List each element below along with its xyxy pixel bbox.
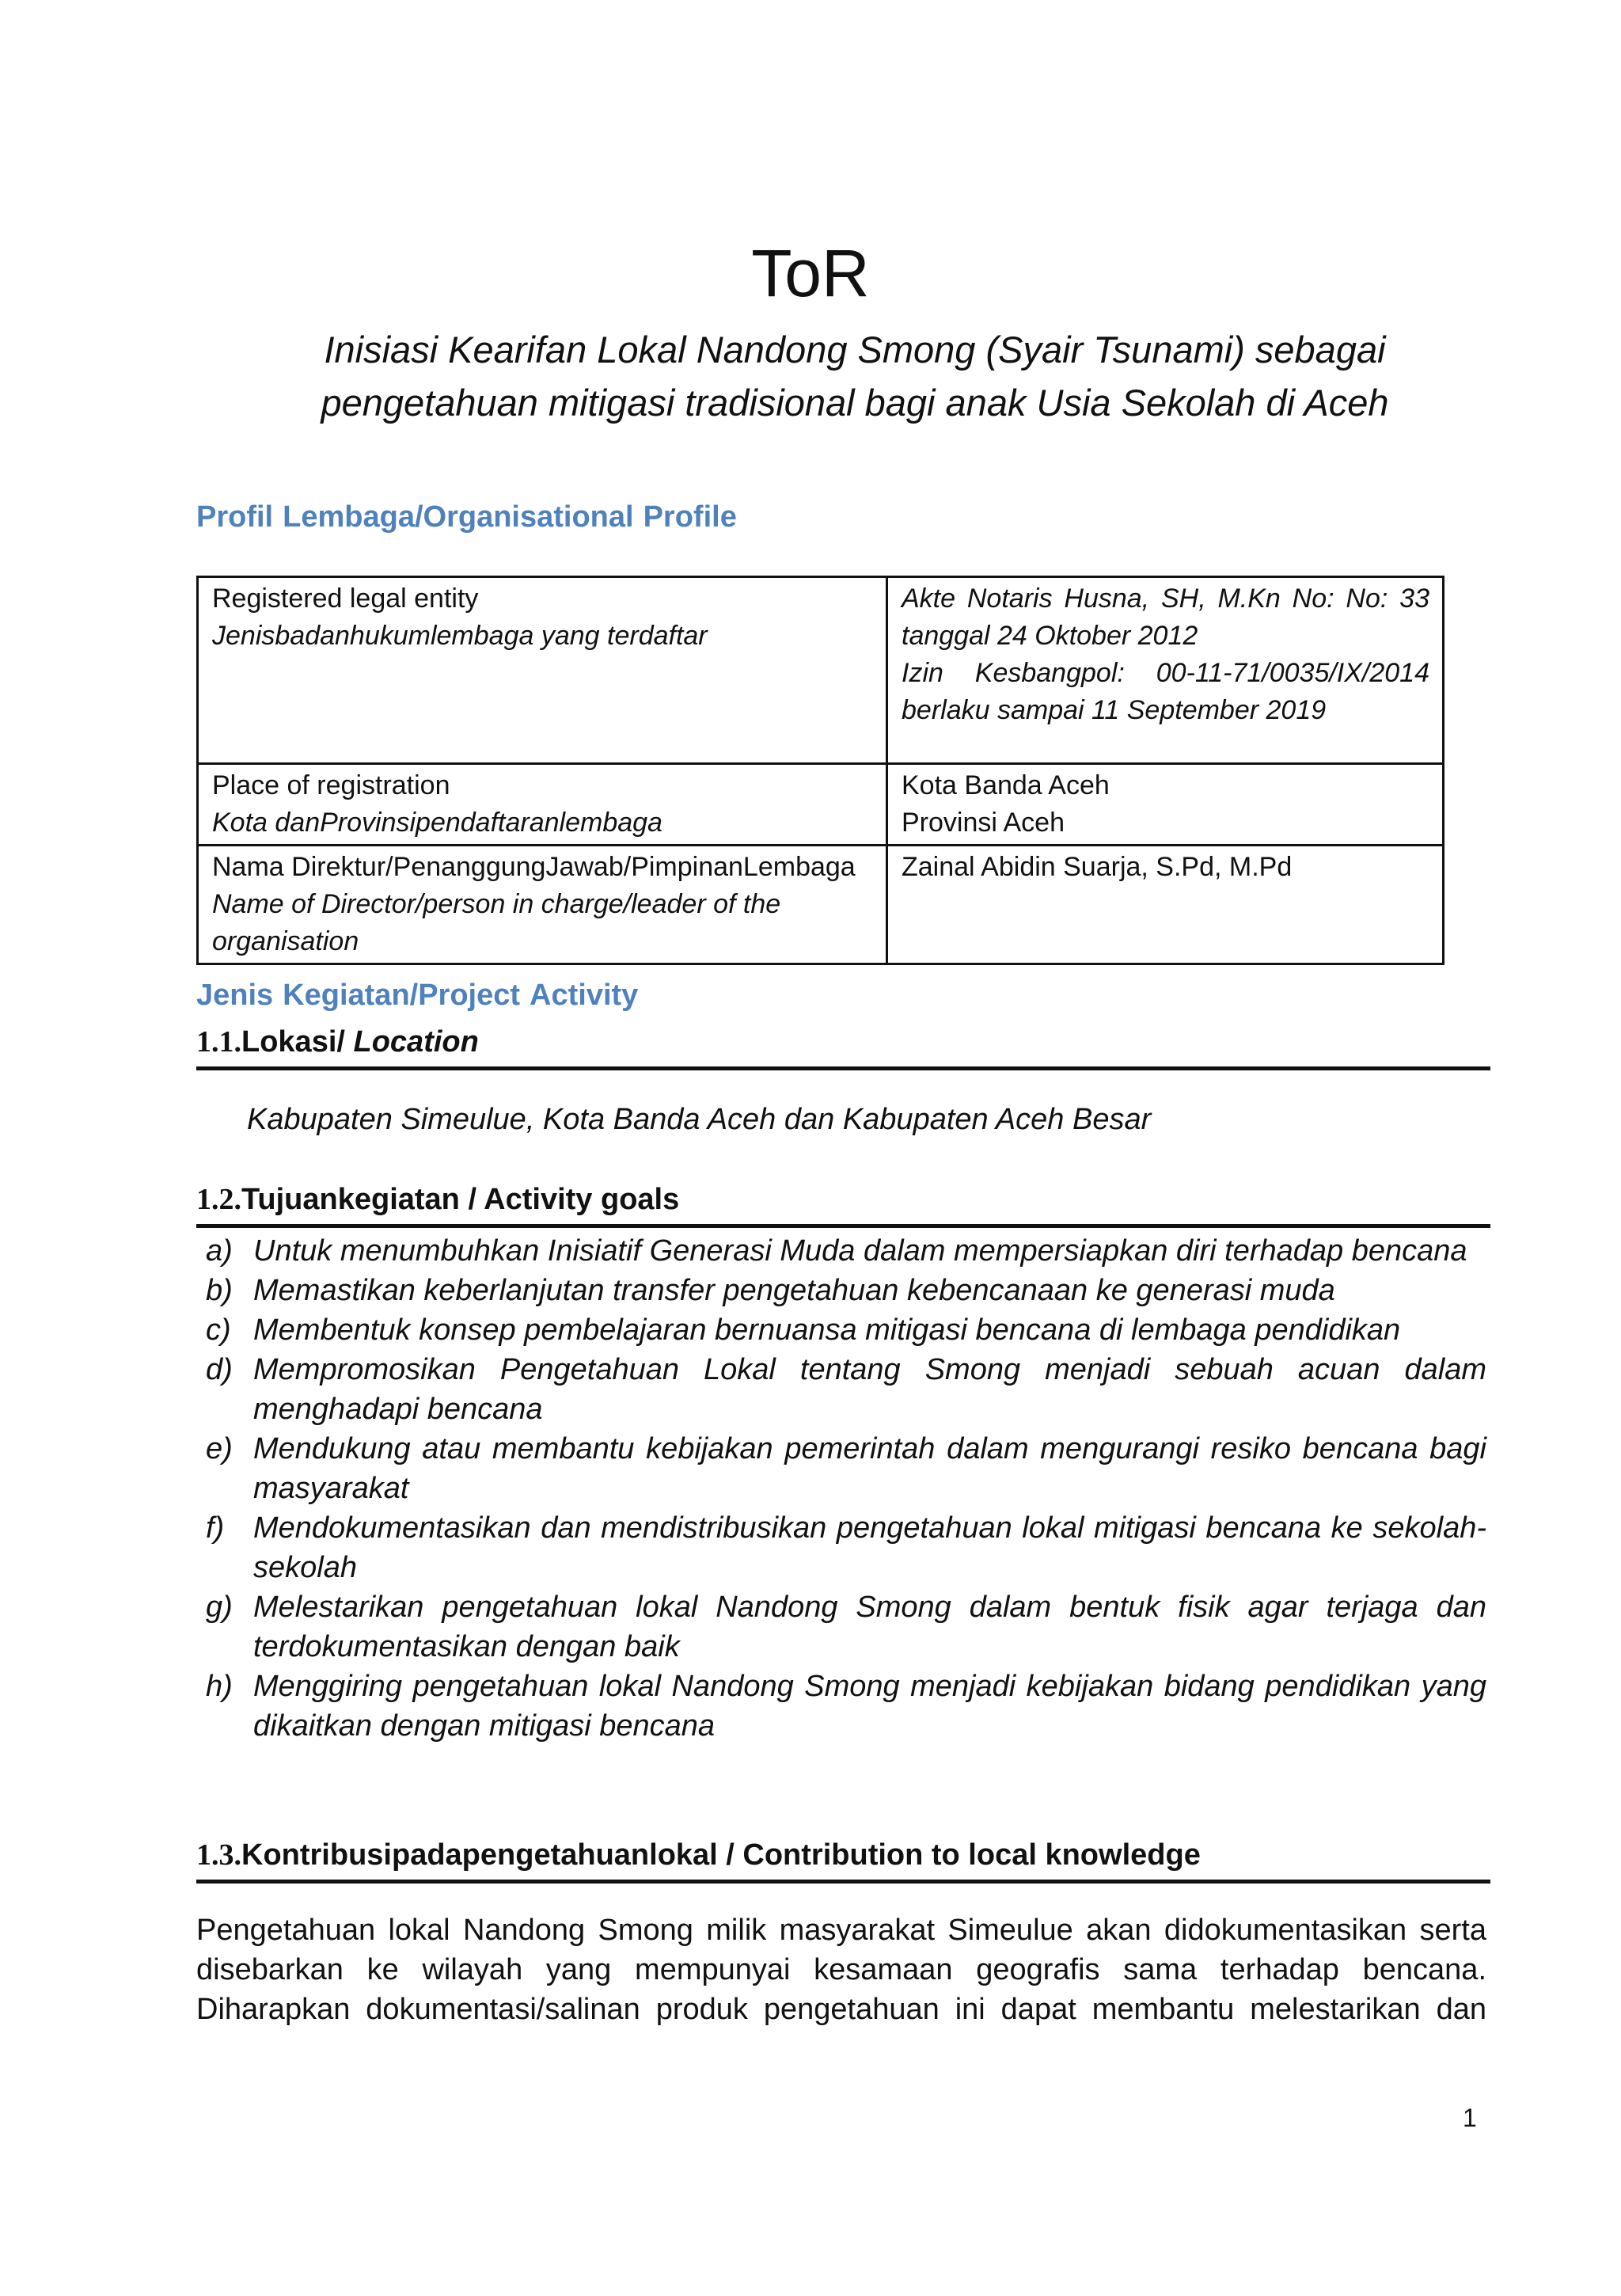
document-title: ToR <box>751 236 870 310</box>
list-item <box>196 1271 1486 1310</box>
activity-heading-part-1: Jenis <box>196 979 274 1012</box>
profile-heading-part-2: Lembaga/Organisational <box>283 500 634 534</box>
director-value: Zainal Abidin Suarja, S.Pd, M.Pd <box>902 852 1293 882</box>
section-number: 1.2. <box>196 1183 241 1216</box>
list-item <box>196 1231 1486 1271</box>
table-cell-label <box>198 577 887 764</box>
profile-heading-part-1: Profil <box>196 500 274 534</box>
list-marker: d) <box>206 1353 233 1386</box>
registration-place-value-line: Provinsi Aceh <box>902 808 1065 838</box>
legal-entity-value-line: Izin Kesbangpol: 00-11-71/0035/IX/2014 <box>902 658 1429 688</box>
director-label-en: Name of Director/person in charge/leader of the organisation <box>212 889 781 956</box>
activity-heading <box>196 975 638 1015</box>
list-marker: h) <box>206 1670 233 1703</box>
director-label: Nama Direktur/PenanggungJawab/PimpinanLembaga <box>212 852 856 882</box>
contribution-paragraph: Pengetahuan lokal Nandong Smong milik masyarakat Simeulue akan didokumentasikan serta disebarkan ke wilayah yang mempunyai kesamaan geografis sama terhadap bencana. Diharapkan dokumentasi/salinan produk pengetahuan ini dapat membantu melestarikan dan <box>196 1914 1486 2026</box>
profile-heading-part-3: Profile <box>643 500 737 534</box>
list-item <box>196 1508 1486 1587</box>
page-number: 1 <box>1463 2104 1477 2132</box>
profile-heading <box>196 497 737 537</box>
activity-heading-part-3: Activity <box>530 979 639 1012</box>
profile-table <box>196 576 1444 965</box>
table-row <box>198 846 1444 964</box>
section-number: 1.3. <box>196 1838 241 1872</box>
list-item-text: Mendokumentasikan dan mendistribusikan pengetahuan lokal mitigasi bencana ke sekolah-sekolah <box>253 1511 1486 1584</box>
table-cell-label <box>198 846 887 964</box>
list-marker: c) <box>206 1313 231 1347</box>
list-item <box>196 1350 1486 1429</box>
table-cell-value <box>887 577 1444 764</box>
section-heading-location <box>196 1021 1490 1070</box>
list-item-text: Membentuk konsep pembelajaran bernuansa mitigasi bencana di lembaga pendidikan <box>253 1313 1401 1347</box>
list-item-text: Menggiring pengetahuan lokal Nandong Smong menjadi kebijakan bidang pendidikan yang dikaitkan dengan mitigasi bencana <box>253 1670 1486 1743</box>
location-text: Kabupaten Simeulue, Kota Banda Aceh dan Kabupaten Aceh Besar <box>247 1103 1152 1136</box>
section-heading-goals <box>196 1179 1490 1228</box>
list-item <box>196 1429 1486 1508</box>
list-item <box>196 1310 1486 1350</box>
list-marker: g) <box>206 1591 233 1624</box>
list-marker: b) <box>206 1274 233 1307</box>
list-item-text: Memastikan keberlanjutan transfer pengetahuan kebencanaan ke generasi muda <box>253 1274 1335 1307</box>
legal-entity-label-id: Jenisbadanhukumlembaga yang terdaftar <box>212 621 708 651</box>
goals-list <box>196 1231 1486 1746</box>
registration-place-value-line: Kota Banda Aceh <box>902 770 1110 800</box>
list-item-text: Melestarikan pengetahuan lokal Nandong Smong dalam bentuk fisik agar terjaga dan terdokumentasikan dengan baik <box>253 1591 1486 1663</box>
legal-entity-value-line: berlaku sampai 11 September 2019 <box>902 695 1327 725</box>
legal-entity-value-line: tanggal 24 Oktober 2012 <box>902 621 1198 651</box>
list-marker: a) <box>206 1234 233 1268</box>
table-cell-value <box>887 764 1444 846</box>
legal-entity-value-line: Akte Notaris Husna, SH, M.Kn No: No: 33 <box>902 584 1429 614</box>
section-title: Kontribusipadapengetahuanlokal / Contribution to local knowledge <box>241 1838 1201 1872</box>
list-item-text: Untuk menumbuhkan Inisiatif Generasi Muda dalam mempersiapkan diri terhadap bencana <box>253 1234 1467 1268</box>
activity-heading-part-2: Kegiatan/Project <box>283 979 521 1012</box>
list-item <box>196 1587 1486 1667</box>
document-subtitle <box>237 323 1472 429</box>
table-row <box>198 577 1444 764</box>
section-title: Tujuankegiatan / Activity goals <box>241 1183 680 1216</box>
registration-place-label: Place of registration <box>212 770 450 800</box>
table-cell-value <box>887 846 1444 964</box>
list-item <box>196 1667 1486 1746</box>
list-marker: e) <box>206 1432 233 1465</box>
subtitle-line-2: pengetahuan mitigasi tradisional bagi anak Usia Sekolah di Aceh <box>321 382 1389 424</box>
list-item-text: Mendukung atau membantu kebijakan pemerintah dalam mengurangi resiko bencana bagi masyarakat <box>253 1432 1486 1505</box>
registration-place-label-id: Kota danProvinsipendaftaranlembaga <box>212 808 662 838</box>
list-item-text: Mempromosikan Pengetahuan Lokal tentang Smong menjadi sebuah acuan dalam menghadapi bencana <box>253 1353 1486 1426</box>
section-heading-contribution <box>196 1834 1490 1884</box>
subtitle-line-1: Inisiasi Kearifan Lokal Nandong Smong (Syair Tsunami) sebagai <box>324 329 1386 371</box>
section-number: 1.1. <box>196 1025 241 1059</box>
section-title-italic: Location <box>353 1025 479 1059</box>
list-marker: f) <box>206 1511 225 1545</box>
section-title: Lokasi/ <box>241 1025 354 1059</box>
table-row <box>198 764 1444 846</box>
table-cell-label <box>198 764 887 846</box>
legal-entity-label: Registered legal entity <box>212 584 479 614</box>
